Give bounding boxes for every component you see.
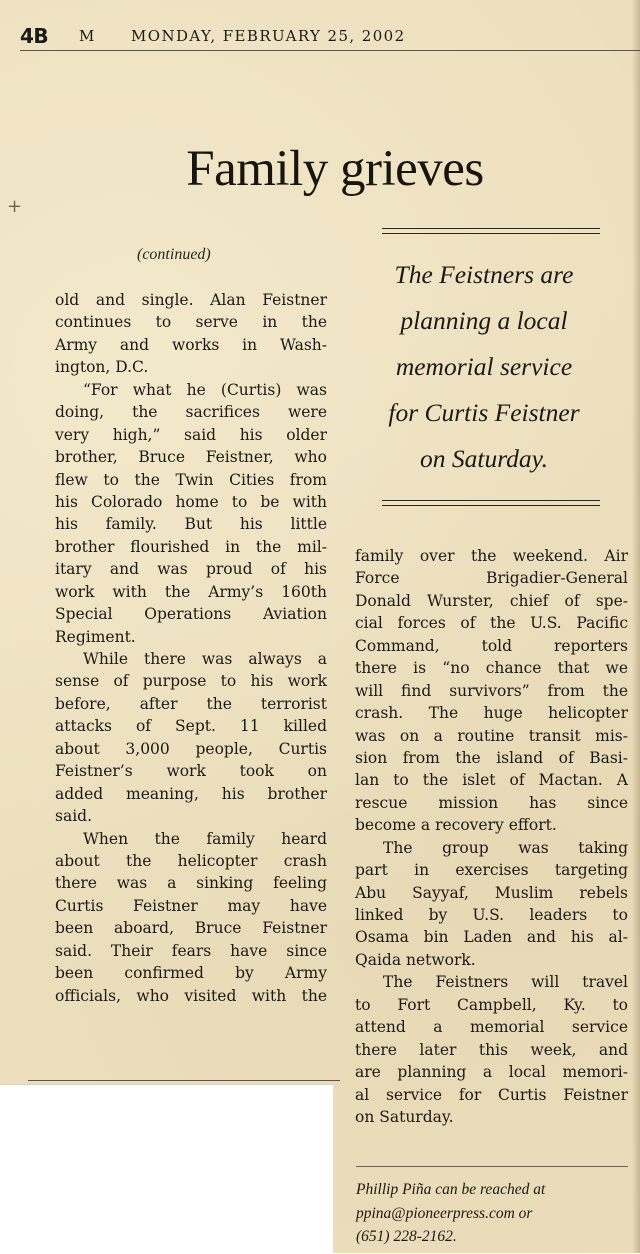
- text-line: lan to the islet of Mactan. A: [355, 771, 628, 790]
- pull-quote-top-rule: [382, 228, 600, 234]
- article-column-right: [355, 545, 628, 1128]
- text-line: said.: [55, 807, 93, 826]
- text-line: Special Operations Aviation: [55, 605, 327, 624]
- text-line: When the family heard: [83, 829, 327, 848]
- text-line: about 3,000 people, Curtis: [55, 739, 327, 758]
- text-line: rescue mission has since: [355, 793, 628, 812]
- byline: [356, 1178, 636, 1249]
- text-line: his family. But his little: [55, 515, 327, 534]
- text-line: become a recovery effort.: [355, 816, 557, 835]
- text-line: Osama bin Laden and his al-: [355, 928, 628, 947]
- text-line: The Feistners will travel: [383, 973, 628, 992]
- text-line: added meaning, his brother: [55, 784, 327, 803]
- text-line: old and single. Alan Feistner: [55, 291, 327, 309]
- registration-mark-icon: +: [7, 196, 23, 217]
- text-line: been aboard, Bruce Feistner: [55, 919, 327, 938]
- text-line: brother flourished in the mil-: [55, 537, 327, 556]
- text-line: Command, told reporters: [355, 636, 628, 655]
- pull-quote: [368, 228, 600, 506]
- text-line: will find survivors” from the: [355, 681, 628, 700]
- text-line: been confirmed by Army: [55, 964, 327, 983]
- text-line: Donald Wurster, chief of spe-: [355, 591, 628, 610]
- text-line: said. Their fears have since: [55, 941, 327, 960]
- text-line: before, after the terrorist: [55, 694, 327, 713]
- text-line: sense of purpose to his work: [55, 672, 327, 691]
- text-line: very high,” said his older: [55, 425, 327, 444]
- text-line: al service for Curtis Feistner: [355, 1085, 628, 1104]
- text-line: part in exercises targeting: [355, 861, 628, 880]
- text-line: on Saturday.: [355, 1107, 454, 1126]
- text-line: flew to the Twin Cities from: [55, 470, 327, 489]
- text-line: Feistner’s work took on: [55, 762, 327, 781]
- byline-line: (651) 228-2162.: [356, 1228, 457, 1245]
- page-number: 4B: [20, 24, 49, 48]
- pull-quote-line: for Curtis Feistner: [388, 398, 580, 427]
- text-line: officials, who visited with the: [55, 986, 327, 1005]
- text-line: about the helicopter crash: [55, 851, 327, 870]
- headline: Family grieves: [186, 141, 484, 197]
- pull-quote-text: [368, 252, 600, 482]
- pull-quote-bottom-rule: [382, 500, 600, 506]
- text-line: there later this week, and: [355, 1040, 628, 1059]
- text-line: Curtis Feistner may have: [55, 896, 327, 915]
- text-line: brother, Bruce Feistner, who: [55, 448, 327, 467]
- article-column-left: [55, 289, 327, 1007]
- paper-overlay: [0, 1084, 333, 1254]
- pull-quote-line: memorial service: [395, 352, 573, 381]
- text-line: sion from the island of Basi-: [355, 748, 628, 767]
- text-line: to Fort Campbell, Ky. to: [355, 995, 628, 1014]
- text-line: there was a sinking feeling: [55, 874, 327, 893]
- byline-divider: [356, 1166, 628, 1167]
- text-line: “For what he (Curtis) was: [83, 380, 327, 399]
- text-line: ington, D.C.: [55, 358, 149, 377]
- text-line: While there was always a: [83, 650, 327, 668]
- pull-quote-line: on Saturday.: [420, 444, 548, 473]
- pull-quote-line: The Feistners are: [394, 260, 574, 289]
- text-line: Abu Sayyaf, Muslim rebels: [355, 883, 628, 902]
- dateline: MONDAY, FEBRUARY 25, 2002: [131, 27, 406, 45]
- text-line: are planning a local memori-: [355, 1063, 628, 1082]
- text-line: Regiment.: [55, 627, 136, 646]
- text-line: work with the Army’s 160th: [55, 582, 327, 601]
- text-line: was on a routine transit mis-: [355, 726, 628, 745]
- text-line: continues to serve in the: [55, 313, 327, 332]
- text-line: attend a memorial service: [355, 1018, 628, 1037]
- text-line: itary and was proud of his: [55, 560, 327, 579]
- text-line: The group was taking: [383, 838, 628, 857]
- page-edge-shadow: [632, 0, 640, 1253]
- edition-mark: M: [79, 27, 95, 45]
- text-line: Army and works in Wash-: [55, 335, 327, 354]
- pull-quote-line: planning a local: [400, 306, 568, 335]
- byline-line: Phillip Piña can be reached at: [356, 1181, 546, 1198]
- text-line: crash. The huge helicopter: [355, 704, 628, 723]
- page-header: [20, 24, 640, 51]
- continued-label: (continued): [137, 246, 211, 263]
- text-line: doing, the sacrifices were: [55, 403, 327, 422]
- text-line: Force Brigadier-General: [355, 569, 628, 588]
- text-line: family over the weekend. Air: [355, 547, 628, 565]
- text-line: attacks of Sept. 11 killed: [55, 717, 327, 736]
- clip-edge-rule: [28, 1080, 340, 1081]
- text-line: Qaida network.: [355, 950, 476, 969]
- byline-line: ppina@pioneerpress.com or: [356, 1204, 533, 1222]
- text-line: his Colorado home to be with: [55, 492, 327, 511]
- text-line: cial forces of the U.S. Pacific: [355, 614, 628, 633]
- text-line: linked by U.S. leaders to: [355, 906, 628, 924]
- text-line: there is “no chance that we: [355, 659, 628, 678]
